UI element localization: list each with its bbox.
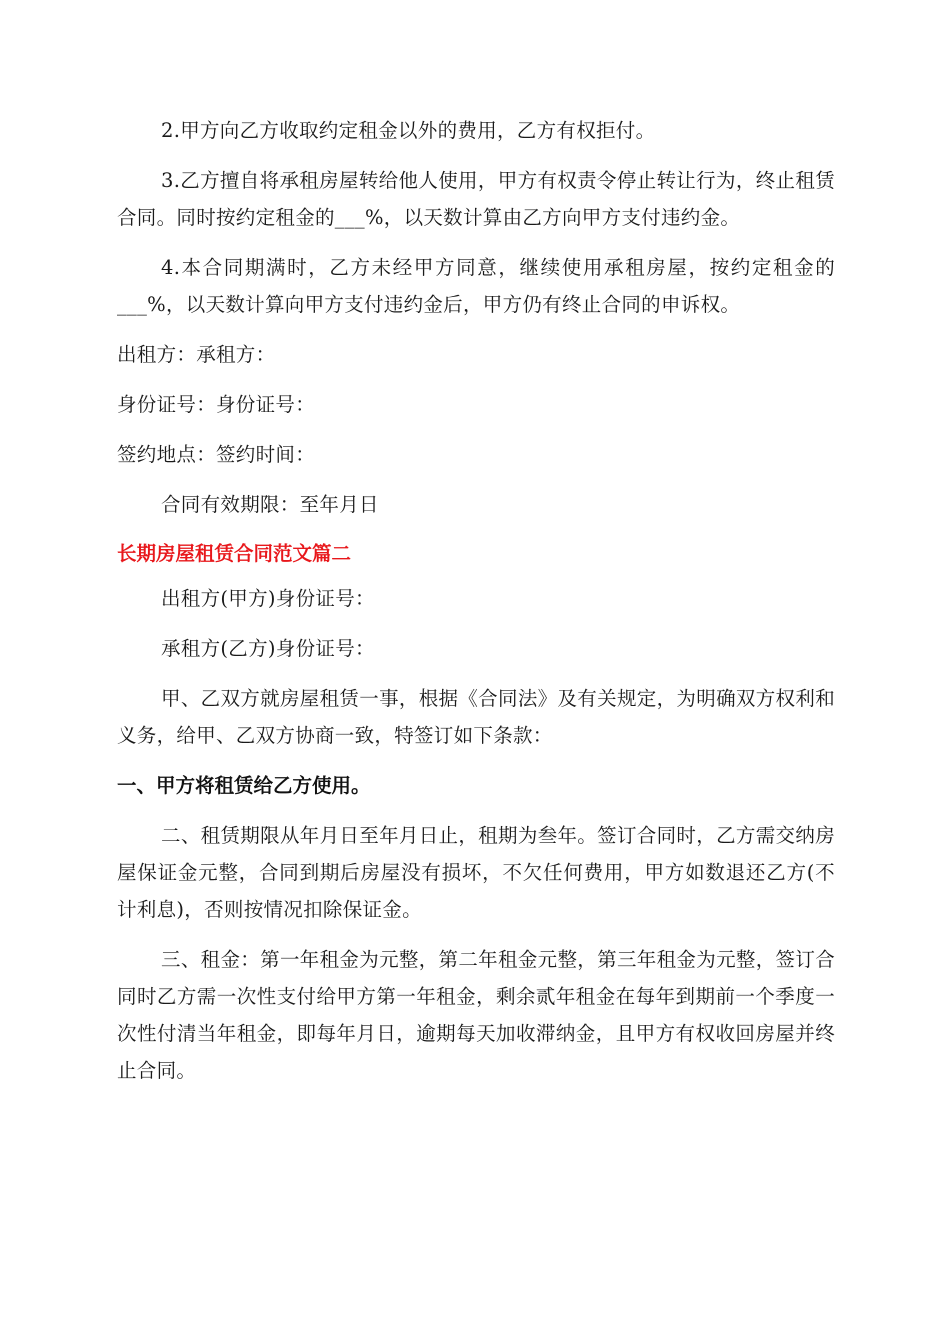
section-heading: 长期房屋租赁合同范文篇二 [117,542,352,565]
article-one: 一、甲方将租赁给乙方使用。 [117,774,371,797]
signature-line-place-time: 签约地点：签约时间： [117,443,316,466]
validity-line: 合同有效期限：至年月日 [161,493,379,516]
clause-3: 3.乙方擅自将承租房屋转给他人使用，甲方有权责令停止转让行为，终止租赁合同。同时按约定租金的___%，以天数计算由乙方向甲方支付违约金。 [117,169,835,229]
signature-line-id: 身份证号：身份证号： [117,393,316,416]
article-two: 二、租赁期限从年月日至年月日止，租期为叁年。签订合同时，乙方需交纳房屋保证金元整，合同到期后房屋没有损坏，不欠任何费用，甲方如数退还乙方(不计利息)，否则按情况扣除保证金。 [117,824,835,921]
signature-line-parties: 出租方：承租方： [117,343,276,366]
clause-4: 4.本合同期满时，乙方未经甲方同意，继续使用承租房屋，按约定租金的___%，以天数计算向甲方支付违约金后，甲方仍有终止合同的申诉权。 [117,256,835,316]
clause-2: 2.甲方向乙方收取约定租金以外的费用，乙方有权拒付。 [161,119,656,142]
article-three: 三、租金：第一年租金为元整，第二年租金元整，第三年租金为元整，签订合同时乙方需一次性支付给甲方第一年租金，剩余贰年租金在每年到期前一个季度一次性付清当年租金，即每年月日，逾期每天加收滞纳金，且甲方有权收回房屋并终止合同。 [117,948,835,1082]
preamble: 甲、乙双方就房屋租赁一事，根据《合同法》及有关规定，为明确双方权利和义务，给甲、乙双方协商一致，特签订如下条款： [117,687,835,747]
lessee-id-line: 承租方(乙方)身份证号： [161,637,375,660]
lessor-id-line: 出租方(甲方)身份证号： [161,587,375,610]
document-body [117,112,835,1102]
